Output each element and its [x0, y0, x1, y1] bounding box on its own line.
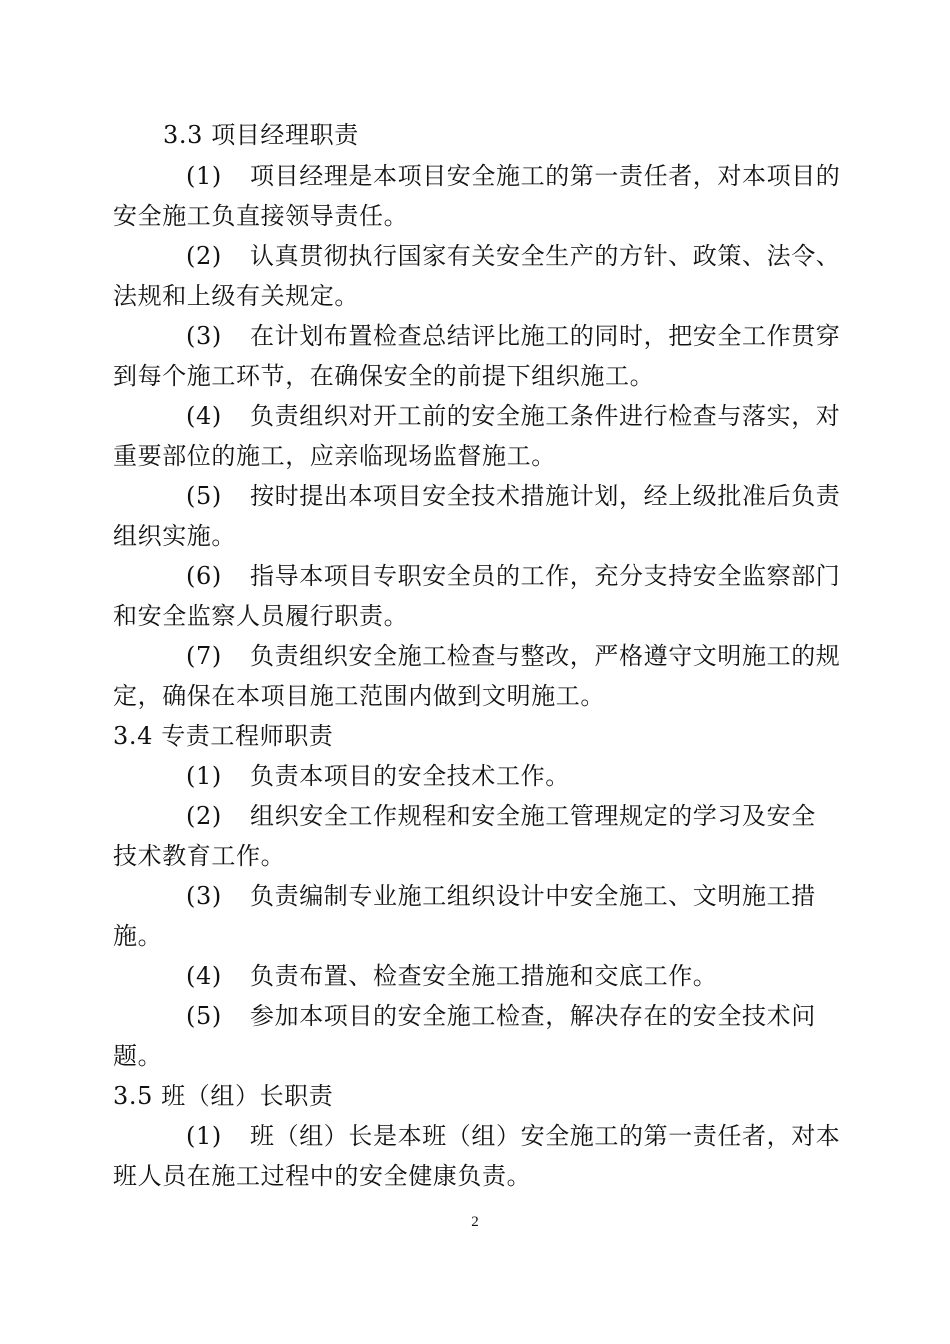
- list-item: [186, 156, 840, 196]
- list-item: [186, 236, 840, 276]
- item-number: (5): [186, 1002, 222, 1030]
- item-text-continuation: 到每个施工环节，在确保安全的前提下组织施工。: [113, 362, 655, 390]
- item-text-continuation: 和安全监察人员履行职责。: [113, 602, 409, 630]
- item-text-continuation: 定，确保在本项目施工范围内做到文明施工。: [113, 682, 605, 710]
- item-number: (6): [186, 562, 222, 590]
- list-item: [186, 1116, 840, 1156]
- item-text: 负责编制专业施工组织设计中安全施工、文明施工措: [250, 882, 816, 910]
- item-number: (2): [186, 242, 222, 270]
- item-number: (4): [186, 962, 222, 990]
- list-item: [186, 476, 840, 516]
- item-number: (1): [186, 162, 222, 190]
- item-text: 项目经理是本项目安全施工的第一责任者，对本项目的: [250, 162, 841, 190]
- section-heading-3-5: 3.5 班（组）长职责: [113, 1082, 334, 1110]
- list-item: [186, 796, 816, 836]
- list-item: [186, 876, 816, 916]
- item-number: (4): [186, 402, 222, 430]
- item-number: (1): [186, 1122, 222, 1150]
- list-item: [186, 636, 840, 676]
- item-text: 负责组织安全施工检查与整改，严格遵守文明施工的规: [250, 642, 841, 670]
- item-text-continuation: 法规和上级有关规定。: [113, 282, 359, 310]
- item-text: 组织安全工作规程和安全施工管理规定的学习及安全: [250, 802, 816, 830]
- item-number: (3): [186, 882, 222, 910]
- item-text: 按时提出本项目安全技术措施计划，经上级批准后负责: [250, 482, 841, 510]
- item-text: 负责组织对开工前的安全施工条件进行检查与落实，对: [250, 402, 841, 430]
- item-number: (5): [186, 482, 222, 510]
- list-item: [186, 956, 717, 996]
- item-text-continuation: 重要部位的施工，应亲临现场监督施工。: [113, 442, 556, 470]
- list-item: [186, 556, 840, 596]
- list-item: [186, 316, 840, 356]
- item-number: (3): [186, 322, 222, 350]
- item-text: 认真贯彻执行国家有关安全生产的方针、政策、法令、: [250, 242, 841, 270]
- item-text-continuation: 班人员在施工过程中的安全健康负责。: [113, 1162, 532, 1190]
- item-text-continuation: 技术教育工作。: [113, 842, 286, 870]
- item-text-continuation: 组织实施。: [113, 522, 236, 550]
- item-text-continuation: 安全施工负直接领导责任。: [113, 202, 409, 230]
- item-number: (1): [186, 762, 222, 790]
- page-number: 2: [471, 1214, 479, 1230]
- section-heading-3-4: 3.4 专责工程师职责: [113, 722, 334, 750]
- item-text: 班（组）长是本班（组）安全施工的第一责任者，对本: [250, 1122, 841, 1150]
- section-heading-3-3: 3.3 项目经理职责: [163, 121, 359, 149]
- item-number: (7): [186, 642, 222, 670]
- list-item: [186, 396, 840, 436]
- list-item: [186, 996, 816, 1036]
- item-text: 负责布置、检查安全施工措施和交底工作。: [250, 962, 718, 990]
- item-text: 在计划布置检查总结评比施工的同时，把安全工作贯穿: [250, 322, 841, 350]
- item-text: 指导本项目专职安全员的工作，充分支持安全监察部门: [250, 562, 841, 590]
- item-text: 负责本项目的安全技术工作。: [250, 762, 570, 790]
- item-text-continuation: 施。: [113, 922, 163, 950]
- item-number: (2): [186, 802, 222, 830]
- item-text: 参加本项目的安全施工检查，解决存在的安全技术问: [250, 1002, 816, 1030]
- list-item: [186, 756, 570, 796]
- item-text-continuation: 题。: [113, 1042, 163, 1070]
